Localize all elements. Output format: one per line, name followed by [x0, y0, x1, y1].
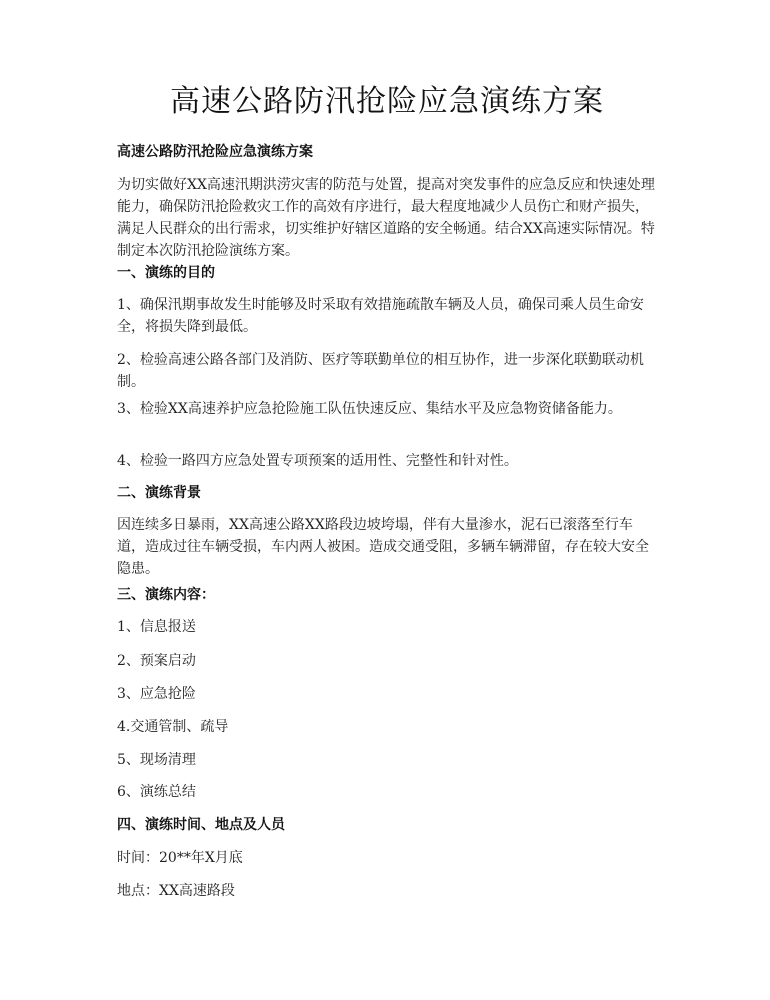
section-3-item-3: 3、应急抢险	[117, 686, 196, 702]
section-1-heading: 一、演练的目的	[117, 265, 215, 281]
section-1-item-1: 1、确保汛期事故发生时能够及时采取有效措施疏散车辆及人员，确保司乘人员生命安全，将损失降到最低。	[117, 297, 644, 335]
section-3-item-1: 1、信息报送	[117, 619, 196, 635]
section-3-heading: 三、演练内容：	[117, 587, 215, 603]
document-subtitle: 高速公路防汛抢险应急演练方案	[117, 144, 313, 160]
intro-paragraph: 为切实做好XX高速汛期洪涝灾害的防范与处置，提高对突发事件的应急反应和快速处理能力，确保防汛抢险救灾工作的高效有序进行，最大程度地减少人员伤亡和财产损失，满足人民群众的出行需求，切实维护好辖区道路的安全畅通。结合XX高速实际情况。特制定本次防汛抢险演练方案。	[117, 177, 655, 259]
section-1-item-4: 4、检验一路四方应急处置专项预案的适用性、完整性和针对性。	[117, 453, 518, 469]
section-3-item-2: 2、预案启动	[117, 653, 196, 669]
section-4-heading: 四、演练时间、地点及人员	[117, 817, 285, 833]
section-2-heading: 二、演练背景	[117, 485, 201, 501]
section-2-paragraph: 因连续多日暴雨，XX高速公路XX路段边坡垮塌，伴有大量渗水，泥石已滚落至行车道，造成过往车辆受损，车内两人被困。造成交通受阻，多辆车辆滞留，存在较大安全隐患。	[117, 517, 649, 577]
section-1-item-2: 2、检验高速公路各部门及消防、医疗等联勤单位的相互协作，进一步深化联勤联动机制。	[117, 352, 644, 390]
section-4-place: 地点：XX高速路段	[117, 883, 235, 899]
section-3-item-6: 6、演练总结	[117, 784, 196, 800]
section-4-time: 时间：20**年X月底	[117, 850, 243, 866]
document-title: 高速公路防汛抢险应急演练方案	[170, 84, 604, 119]
section-3-item-4: 4.交通管制、疏导	[117, 719, 229, 735]
section-1-item-3: 3、检验XX高速养护应急抢险施工队伍快速反应、集结水平及应急物资储备能力。	[117, 401, 622, 417]
section-3-item-5: 5、现场清理	[117, 752, 196, 768]
